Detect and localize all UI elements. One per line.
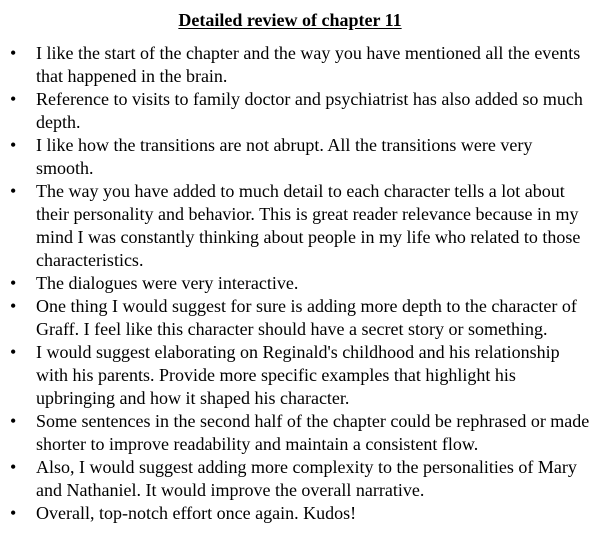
list-item-line: characteristics.	[36, 250, 144, 270]
list-item-line: The way you have added to much detail to each character tells a lot about	[36, 181, 565, 201]
list-item	[0, 180, 592, 272]
bullet-icon: •	[10, 342, 17, 362]
list-item-line: Graff. I feel like this character should have a secret story or something.	[36, 319, 548, 339]
list-item-line: Overall, top-notch effort once again. Kudos!	[36, 503, 357, 523]
list-item-line: I like how the transitions are not abrupt. All the transitions were very	[36, 135, 533, 155]
list-item	[0, 88, 592, 134]
list-item	[0, 295, 592, 341]
list-item	[0, 42, 592, 88]
list-item	[0, 341, 592, 410]
page-title: Detailed review of chapter 11	[178, 10, 402, 30]
bullet-icon: •	[10, 43, 17, 63]
list-item-line: their personality and behavior. This is great reader relevance because in my	[36, 204, 579, 224]
review-list	[0, 42, 592, 525]
bullet-icon: •	[10, 135, 17, 155]
bullet-icon: •	[10, 181, 17, 201]
bullet-icon: •	[10, 273, 17, 293]
list-item-line: Reference to visits to family doctor and psychiatrist has also added so much	[36, 89, 583, 109]
list-item	[0, 456, 592, 502]
list-item-line: upbringing and how it shaped his character.	[36, 388, 350, 408]
list-item-line: Also, I would suggest adding more complexity to the personalities of Mary	[36, 457, 577, 477]
bullet-icon: •	[10, 411, 17, 431]
list-item-line: with his parents. Provide more specific examples that highlight his	[36, 365, 516, 385]
list-item-line: shorter to improve readability and maintain a consistent flow.	[36, 434, 479, 454]
bullet-icon: •	[10, 89, 17, 109]
list-item	[0, 410, 592, 456]
list-item-line: I would suggest elaborating on Reginald's childhood and his relationship	[36, 342, 560, 362]
list-item-line: One thing I would suggest for sure is adding more depth to the character of	[36, 296, 577, 316]
list-item-line: smooth.	[36, 158, 94, 178]
list-item-line: The dialogues were very interactive.	[36, 273, 299, 293]
list-item	[0, 134, 592, 180]
list-item-line: Some sentences in the second half of the chapter could be rephrased or made	[36, 411, 590, 431]
bullet-icon: •	[10, 503, 17, 523]
list-item	[0, 502, 592, 525]
list-item	[0, 272, 592, 295]
bullet-icon: •	[10, 457, 17, 477]
list-item-line: and Nathaniel. It would improve the overall narrative.	[36, 480, 425, 500]
list-item-line: I like the start of the chapter and the way you have mentioned all the events	[36, 43, 581, 63]
list-item-line: that happened in the brain.	[36, 66, 228, 86]
list-item-line: mind I was constantly thinking about people in my life who related to those	[36, 227, 581, 247]
bullet-icon: •	[10, 296, 17, 316]
list-item-line: depth.	[36, 112, 81, 132]
